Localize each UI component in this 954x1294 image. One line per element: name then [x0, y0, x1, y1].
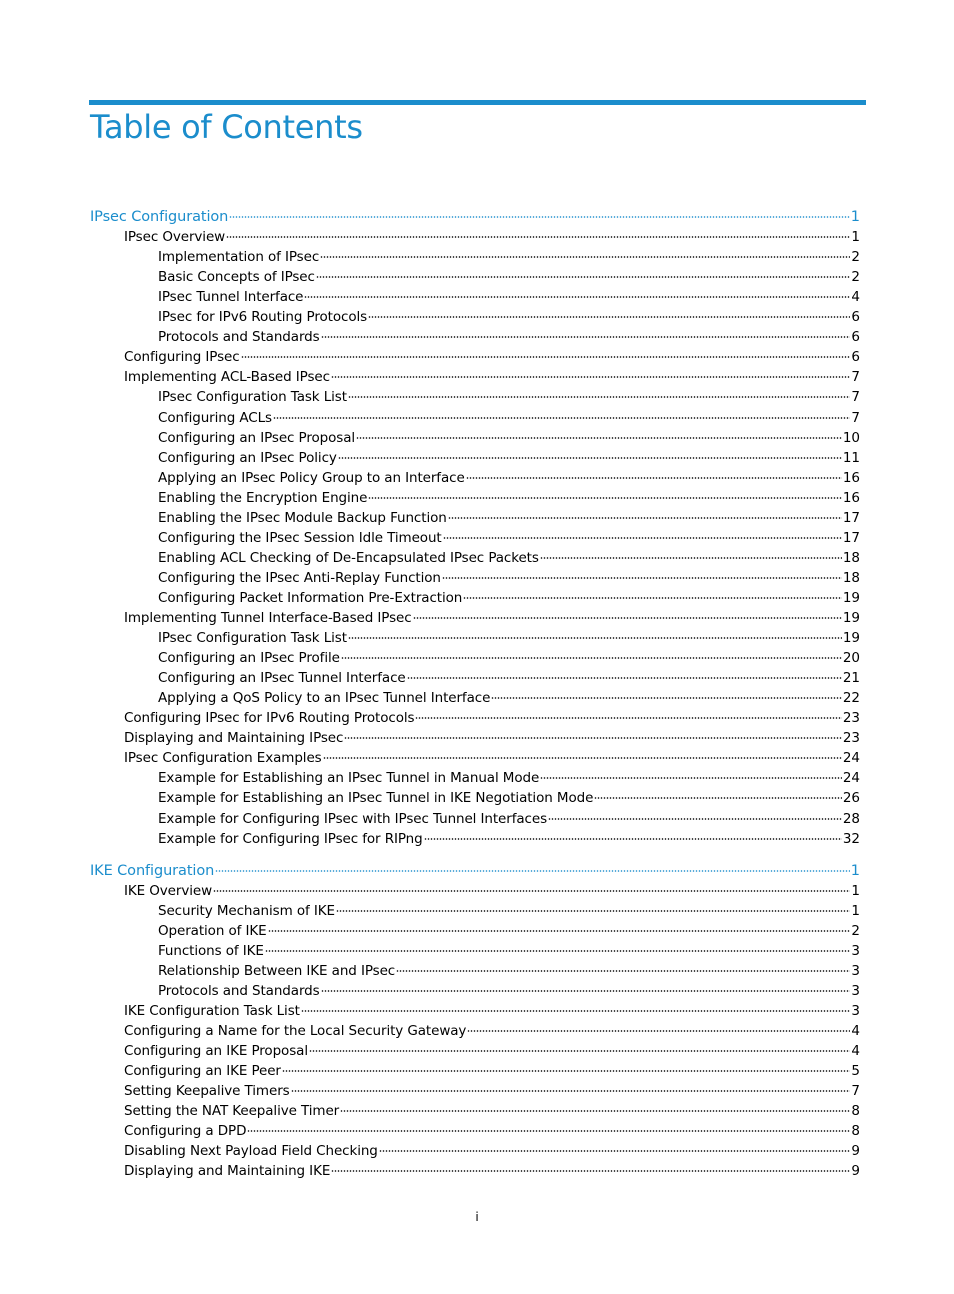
toc-entry-page: 23 — [842, 710, 860, 727]
toc-entry[interactable] — [158, 941, 860, 961]
toc-entry-page: 17 — [842, 509, 860, 526]
dot-leader — [594, 797, 842, 799]
toc-entry-title: Security Mechanism of IKE — [158, 902, 335, 919]
dot-leader — [356, 437, 842, 439]
toc-entry-page: 24 — [842, 770, 860, 787]
toc-entry-title: Protocols and Standards — [158, 982, 320, 999]
toc-entry-title: Setting Keepalive Timers — [124, 1083, 290, 1100]
toc-entry[interactable] — [124, 608, 860, 628]
toc-entry[interactable] — [158, 901, 860, 921]
toc-entry[interactable] — [158, 528, 860, 548]
toc-entry-title: Example for Configuring IPsec with IPsec Tunnel Interfaces — [158, 810, 547, 827]
toc-entry-page: 18 — [842, 549, 860, 566]
dot-leader — [368, 316, 850, 318]
toc-entry[interactable] — [158, 981, 860, 1001]
toc-entry-title: Operation of IKE — [158, 922, 267, 939]
dot-leader — [443, 537, 842, 539]
toc-entry-title: Configuring an IKE Proposal — [124, 1043, 308, 1060]
toc-entry-title: Implementing ACL-Based IPsec — [124, 369, 330, 386]
toc-entry-page: 11 — [842, 449, 860, 466]
toc-entry-page: 22 — [842, 690, 860, 707]
toc-entry-title: IKE Configuration — [90, 862, 215, 879]
toc-entry-page: 10 — [842, 429, 860, 446]
toc-entry-page: 1 — [850, 209, 860, 225]
dot-leader — [320, 256, 850, 258]
toc-entry[interactable] — [158, 287, 860, 307]
toc-entry-title: Disabling Next Payload Field Checking — [124, 1143, 378, 1160]
toc-entry[interactable] — [124, 347, 860, 367]
toc-entry[interactable] — [158, 768, 860, 788]
toc-entry-title: Configuring IPsec — [124, 349, 240, 366]
dot-leader — [448, 517, 842, 519]
toc-entry-title: IPsec Configuration Task List — [158, 389, 347, 406]
toc-entry-title: Configuring an IKE Peer — [124, 1063, 281, 1080]
dot-leader — [226, 236, 850, 238]
toc-entry-title: Functions of IKE — [158, 942, 264, 959]
toc-entry[interactable] — [158, 568, 860, 588]
dot-leader — [229, 216, 850, 218]
toc-entry-page: 3 — [851, 982, 860, 999]
dot-leader — [467, 1030, 850, 1032]
dot-leader — [548, 818, 842, 820]
toc-entry-page: 6 — [851, 309, 860, 326]
footer-page-number: i — [475, 1210, 479, 1224]
toc-entry-title: Example for Configuring IPsec for RIPng — [158, 830, 423, 847]
toc-entry-page: 1 — [851, 882, 860, 899]
dot-leader — [491, 697, 842, 699]
toc-entry[interactable] — [124, 227, 860, 247]
toc-entry[interactable] — [158, 548, 860, 568]
dot-leader — [396, 970, 850, 972]
toc-entry-page: 5 — [851, 1063, 860, 1080]
toc-entry[interactable] — [158, 809, 860, 829]
dot-leader — [321, 990, 851, 992]
toc-entry[interactable] — [158, 327, 860, 347]
toc-entry-title: Relationship Between IKE and IPsec — [158, 962, 396, 979]
dot-leader — [273, 417, 850, 419]
toc-entry-title: IKE Configuration Task List — [124, 1002, 300, 1019]
toc-entry[interactable] — [158, 829, 860, 849]
toc-entry[interactable] — [158, 247, 860, 267]
dot-leader — [316, 276, 851, 278]
toc-entry[interactable] — [124, 1001, 860, 1021]
toc-entry-title: IPsec Configuration Task List — [158, 630, 347, 647]
toc-entry-page: 32 — [842, 830, 860, 847]
dot-leader — [338, 457, 842, 459]
dot-leader — [415, 717, 841, 719]
dot-leader — [215, 870, 850, 872]
toc-entry-title: IPsec Configuration — [90, 209, 229, 225]
toc-entry-page: 8 — [851, 1123, 860, 1140]
toc-entry-page: 20 — [842, 650, 860, 667]
toc-entry[interactable] — [124, 1141, 860, 1161]
dot-leader — [348, 637, 842, 639]
toc-entry-page: 4 — [851, 1043, 860, 1060]
toc-entry-title: Configuring a Name for the Local Security Gateway — [124, 1023, 467, 1039]
dot-leader — [241, 356, 851, 358]
toc-entry-page: 1 — [851, 902, 860, 919]
toc-entry[interactable] — [158, 307, 860, 327]
toc-entry-page: 6 — [851, 329, 860, 346]
toc-entry-title: IKE Overview — [124, 882, 213, 899]
toc-entry[interactable] — [124, 881, 860, 901]
dot-leader — [348, 396, 850, 398]
toc-entry-title: Implementation of IPsec — [158, 249, 320, 266]
toc-entry-title: Protocols and Standards — [158, 329, 320, 346]
toc-entry-title: Applying a QoS Policy to an IPsec Tunnel Interface — [158, 690, 491, 707]
toc-entry[interactable] — [158, 688, 860, 708]
toc-entry-page: 7 — [851, 409, 860, 426]
dot-leader — [368, 497, 841, 499]
toc-chapter-entry[interactable] — [90, 861, 860, 881]
dot-leader — [268, 930, 851, 932]
toc-entry-title: Enabling the Encryption Engine — [158, 489, 368, 506]
toc-entry-page: 8 — [851, 1103, 860, 1120]
dot-leader — [213, 890, 850, 892]
toc-entry[interactable] — [158, 488, 860, 508]
toc-entry-title: Displaying and Maintaining IKE — [124, 1163, 331, 1180]
dot-leader — [407, 677, 842, 679]
toc-entry-title: Configuring an IPsec Profile — [158, 650, 340, 667]
toc-entry[interactable] — [124, 1021, 860, 1041]
toc-entry-title: Setting the NAT Keepalive Timer — [124, 1103, 340, 1120]
dot-leader — [344, 737, 841, 739]
dot-leader — [265, 950, 851, 952]
toc-entry[interactable] — [124, 367, 860, 387]
dot-leader — [321, 336, 851, 338]
dot-leader — [424, 838, 842, 840]
dot-leader — [540, 777, 842, 779]
toc-entry-title: Applying an IPsec Policy Group to an Interface — [158, 469, 465, 486]
toc-entry-page: 7 — [851, 389, 860, 406]
dot-leader — [341, 657, 842, 659]
toc-entry[interactable] — [158, 961, 860, 981]
toc-entry[interactable] — [124, 1161, 860, 1181]
toc-entry-title: IPsec for IPv6 Routing Protocols — [158, 309, 368, 326]
toc-entry[interactable] — [158, 921, 860, 941]
toc-entry[interactable] — [158, 588, 860, 608]
toc-entry-page: 21 — [842, 670, 860, 687]
dot-leader — [379, 1150, 851, 1152]
toc-entry-title: Enabling ACL Checking of De-Encapsulated IPsec Packets — [158, 549, 539, 566]
toc-entry-title: Example for Establishing an IPsec Tunnel in IKE Negotiation Mode — [158, 790, 594, 807]
toc-entry[interactable] — [158, 428, 860, 448]
toc-entry-page: 17 — [842, 529, 860, 546]
toc-entry[interactable] — [124, 1121, 860, 1141]
toc-entry-title: Displaying and Maintaining IPsec — [124, 730, 344, 747]
toc-entry-title: Implementing Tunnel Interface-Based IPsec — [124, 610, 412, 626]
toc-entry[interactable] — [124, 728, 860, 748]
dot-leader — [291, 1090, 851, 1092]
toc-entry-page: 16 — [842, 469, 860, 486]
toc-entry[interactable] — [158, 408, 860, 428]
toc-entry[interactable] — [158, 648, 860, 668]
toc-entry[interactable] — [158, 468, 860, 488]
toc-entry-title: Configuring a DPD — [124, 1123, 247, 1140]
dot-leader — [336, 910, 851, 912]
toc-entry-page: 4 — [851, 289, 860, 306]
toc-entry[interactable] — [158, 387, 860, 407]
toc-entry-title: Configuring IPsec for IPv6 Routing Protocols — [124, 710, 415, 727]
toc-entry-page: 1 — [850, 862, 860, 879]
toc-entry-page: 7 — [851, 369, 860, 386]
toc-entry-page: 9 — [851, 1143, 860, 1160]
toc-entry[interactable] — [124, 1101, 860, 1121]
toc-entry-title: Configuring the IPsec Anti-Replay Function — [158, 569, 441, 586]
dot-leader — [247, 1130, 850, 1132]
toc-entry-page: 19 — [842, 589, 860, 606]
toc-entry-page: 2 — [851, 269, 860, 286]
toc-entry-page: 3 — [851, 1002, 860, 1019]
toc-entry-title: Configuring an IPsec Policy — [158, 449, 337, 466]
toc-entry-title: IPsec Overview — [124, 229, 226, 246]
toc-entry-page: 28 — [842, 810, 860, 827]
toc-entry-page: 26 — [842, 790, 860, 807]
toc-entry[interactable] — [158, 628, 860, 648]
toc-entry-page: 19 — [842, 610, 860, 626]
dot-leader — [282, 1070, 851, 1072]
toc-entry[interactable] — [124, 1061, 860, 1081]
dot-leader — [413, 617, 842, 619]
dot-leader — [304, 296, 850, 298]
dot-leader — [301, 1010, 851, 1012]
toc-entry[interactable] — [158, 448, 860, 468]
toc-entry-page: 2 — [851, 922, 860, 939]
toc-entry-title: Configuring Packet Information Pre-Extraction — [158, 589, 463, 606]
toc-entry-title: Configuring ACLs — [158, 409, 272, 426]
toc-entry-title: Enabling the IPsec Module Backup Function — [158, 509, 447, 526]
toc-entry-page: 6 — [851, 349, 860, 366]
toc-entry[interactable] — [124, 1081, 860, 1101]
toc-entry-title: Configuring an IPsec Proposal — [158, 429, 356, 446]
toc-entry-page: 3 — [851, 962, 860, 979]
toc-entry-title: Example for Establishing an IPsec Tunnel in Manual Mode — [158, 770, 540, 787]
toc-entry-page: 19 — [842, 630, 860, 647]
toc-entry-page: 7 — [851, 1083, 860, 1100]
toc-entry[interactable] — [124, 708, 860, 728]
toc-entry[interactable] — [158, 668, 860, 688]
dot-leader — [331, 1170, 850, 1172]
toc-entry-title: Basic Concepts of IPsec — [158, 269, 315, 286]
toc-entry[interactable] — [158, 788, 860, 808]
dot-leader — [323, 757, 842, 759]
toc-entry-title: Configuring an IPsec Tunnel Interface — [158, 670, 406, 687]
toc-entry-page: 24 — [842, 750, 860, 767]
toc-entry-page: 16 — [842, 489, 860, 506]
toc-entry-page: 3 — [851, 942, 860, 959]
toc-entry-page: 18 — [842, 569, 860, 586]
dot-leader — [466, 477, 842, 479]
toc-entry[interactable] — [158, 267, 860, 287]
toc-entry[interactable] — [158, 508, 860, 528]
dot-leader — [463, 597, 842, 599]
toc-entry[interactable] — [124, 748, 860, 768]
page-title: Table of Contents — [90, 108, 363, 146]
toc-entry-page: 23 — [842, 730, 860, 747]
toc-entry-title: IPsec Tunnel Interface — [158, 289, 304, 306]
toc-chapter-entry[interactable] — [90, 207, 860, 227]
toc-entry-page: 4 — [851, 1023, 860, 1039]
toc-entry-page: 9 — [851, 1163, 860, 1180]
toc-entry-title: Configuring the IPsec Session Idle Timeout — [158, 529, 442, 546]
dot-leader — [309, 1050, 850, 1052]
toc-entry[interactable] — [124, 1041, 860, 1061]
dot-leader — [340, 1110, 850, 1112]
toc-entry-page: 1 — [851, 229, 860, 246]
dot-leader — [442, 577, 842, 579]
dot-leader — [540, 557, 842, 559]
toc-entry-title: IPsec Configuration Examples — [124, 750, 322, 767]
dot-leader — [331, 376, 850, 378]
toc-entry-page: 2 — [851, 249, 860, 266]
